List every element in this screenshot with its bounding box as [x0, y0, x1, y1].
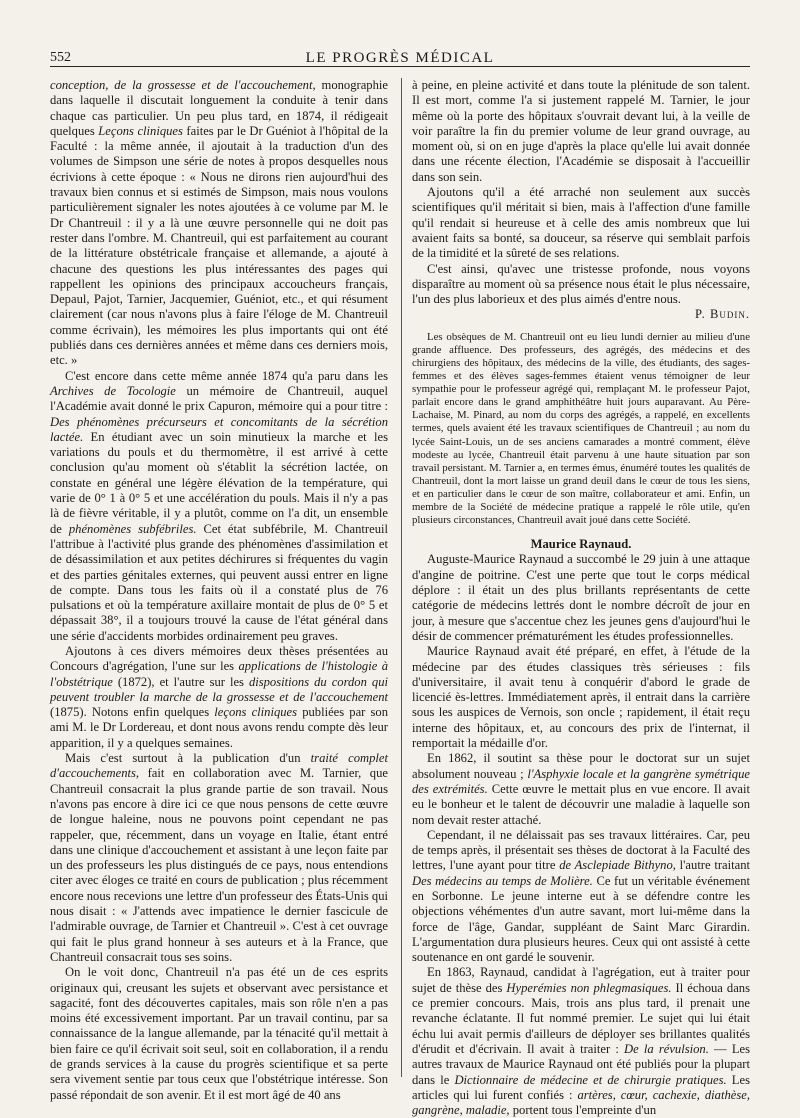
paragraph-text: Cette œuvre le mettait plus en vue encore. Il avait eu le bonheur et le talent de découvrir une maladie à laquelle son nom devait rester attaché.: [412, 781, 750, 827]
paragraph-text: En 1863, Raynaud, candidat à l'agrégation, eut à traiter pour sujet de thèse des: [412, 965, 750, 995]
treatise-title-italic: traité complet d'accouchements,: [50, 751, 388, 781]
book-title-italic: conception, de la grossesse et de l'accouchement,: [50, 78, 316, 92]
paragraph-text: publiées par son ami M. le Dr Lordereau, et dont nous avons rendu compte dès leur apparition, il y a quelques semaines.: [50, 705, 388, 750]
section-title: Maurice Raynaud.: [530, 537, 632, 552]
column-divider: [401, 78, 402, 1077]
obituary-paragraph: [50, 644, 388, 751]
paragraph-text: portent tous l'empreinte d'un: [509, 1103, 657, 1118]
paragraph-text: En 1862, il soutint sa thèse pour le doctorat sur un sujet absolument nouveau ;: [412, 751, 750, 781]
paragraph-text: — Les autres travaux de Maurice Raynaud ont été publiés pour la plupart dans le: [412, 1041, 751, 1087]
signature-line: [412, 307, 750, 322]
paragraph-text: (1875). Notons enfin quelques: [50, 705, 215, 720]
thesis-title-italic: De la révulsion.: [624, 1041, 709, 1056]
memoir-title-italic: Des phénomènes précurseurs et concomitants de la sécrétion lactée.: [50, 414, 388, 444]
paragraph-text: Ce fut un véritable événement en Sorbonne. Le jeune interne eut à se défendre contre les objections véhémentes d'un autre savant, mort lui-même dans la force de l'âge, Gandar, suppléant de Saint Marc Girardin. L'argumentation dura plusieurs heures. Ceux qui ont assisté à cette soutenance en ont gardé le souvenir.: [412, 873, 750, 965]
funeral-note: Les obsèques de M. Chantreuil ont eu lieu lundi dernier au milieu d'une grande affluence. Des professeurs, des agrégés, des médecins et des chirurgiens des hôpitaux, des médecins de la ville, des étudiants, des sages-femmes et des élèves sages-femmes étaient venus témoigner de leur sympathie pour le professeur agrégé qui, remplaçant M. le professeur Pajot, parlait encore dans le grand amphithéâtre huit jours auparavant. Au Père-Lachaise, M. Pinard, au nom du corps des agrégés, a rappelé, en excellents termes, quels avaient été les travaux scientifiques de Chantreuil ; au nom du lycée Saint-Louis, un de ses anciens camarades a montré comment, élève modeste au lycée, Chantreuil était parvenu à une haute situation par son travail persistant. M. Tarnier a, en termes émus, énuméré toutes les qualités de Chantreuil, dont la mort laisse un grand deuil dans le cœur de tous les siens, et en particulier dans le cœur de son maître, collaborateur et ami. Enfin, un membre de la Société de médecine pratique a rappelé le rôle utile, qu'en plusieurs circonstances, Chantreuil avait joué dans cette Société.: [412, 330, 750, 527]
paragraph-text: Il échoua dans ce premier concours. Mais, trois ans plus tard, il prenait une revanche éclatante. Il fut nommé premier. Le sujet qui lui était échu lui avait permis d'ailleurs de déployer ses brillantes qualités d'érudit et d'écrivain. Il avait à traiter :: [412, 980, 750, 1056]
raynaud-paragraph: Maurice Raynaud avait été préparé, en effet, à l'étude de la médecine par des études classiques très sérieuses : fils d'universitaire, il avait tenu à conquérir d'abord le grade de licencié ès-lettres. Immédiatement après, il entrait dans la carrière sous les auspices de Vernois, son oncle ; rapidement, il était reçu interne des hôpitaux, et, au concours des prix de l'internat, il remportait la médaille d'or.: [412, 644, 750, 751]
paragraph-text: fait en collaboration avec M. Tarnier, que Chantreuil consacrait la plus grande partie de son travail. Nous n'avons pas encore à dire ici ce que nous pensons de cette œuvre de longue haleine, nous ne pouvons point cependant ne pas rappeler, que, récemment, dans un voyage en Italie, étant entré dans une clinique d'accouchement et assistant à une leçon faite par un des professeurs les plus distingués de ce pays, nous entendions citer avec éloges ce traité en cours de publication ; plus récemment encore nous recevions une lettre d'un professeur des États-Unis qui nous disait : « J'attends avec impatience le dernier fascicule de l'admirable ouvrage, de Tarnier et Chantreuil ». C'est à cet ouvrage qui fait le plus grand honneur à ses auteurs et à la France, que Chantreuil consacrait tous ses soins.: [50, 766, 388, 964]
lessons-title-italic: leçons cliniques: [214, 705, 298, 720]
page-number: 552: [50, 50, 71, 65]
left-column: [50, 78, 389, 1102]
paragraph-text: faites par le Dr Guéniot à l'hôpital de la Faculté : la même année, il ajoutait à la traduction d'un des volumes de Simpson une série de notes à propos desquelles nous écrivions à cette époque : « Nous ne dirons rien aujourd'hui des travaux bien connus et si estimés de Simpson, mais nous voulons particulièrement signaler les notes ajoutées à ce volume par M. le Dr Chantreuil : il y a là une œuvre personnelle qui ne doit pas rester dans l'ombre. M. Chantreuil, qui est parfaitement au courant de la littérature obstétricale française et allemande, a ajouté à chacune des questions les plus intéressantes des pages qui rappellent les opinions des principaux accoucheurs français, Depaul, Pajot, Tarnier, Jacquemier, Guéniot, etc., et qui résument clairement (car nous n'avons plus à faire l'éloge de M. Chantreuil comme écrivain), les mémoires les plus importants qui ont été publiés dans ces dernières années et même dans ces derniers mois, etc. »: [50, 123, 389, 368]
article-list-italic: artères, cœur, cachexie, diathèse, gangrène, maladie,: [412, 1087, 750, 1118]
paragraph-text: En étudiant avec un soin minutieux la marche et les variations du pouls et du thermomètre, il est arrivé à cette conclusion qu'au moment où s'établit la sécrétion lactée, on constate en général une légère élévation de la température, qui varie de 0° 1 à 0° 5 et une accélération du pouls. Mais il n'y a pas là de fièvre véritable, il y a plutôt, comme on l'a dit, un ensemble de: [50, 429, 388, 536]
paragraph-text: Cependant, il ne délaissait pas ses travaux littéraires. Car, peu de temps après, il présentait ses thèses de doctorat à la Faculté des lettres, l'une ayant pour titre: [412, 827, 750, 873]
thesis-title-italic: Des médecins au temps de Molière.: [412, 873, 593, 888]
paragraph-text: C'est encore dans cette même année 1874 qu'a paru dans les: [65, 368, 388, 383]
paragraph-text: un mémoire de Chantreuil, auquel l'Académie avait donné le prix Capuron, mémoire qui a pour titre :: [50, 383, 388, 414]
raynaud-paragraph: [412, 751, 750, 827]
raynaud-paragraph: [412, 965, 750, 1118]
obituary-paragraph: On le voit donc, Chantreuil n'a pas été un de ces esprits originaux qui, creusant les sujets et observant avec persistance et sagacité, font des découvertes capitales, mais son rôle n'en a pas moins été excessivement important. Par un travail continu, par sa connaissance de la langue allemande, par la ténacité qu'il mettait à bien faire ce qu'il écrivait soit seul, soit en collaboration, il a rendu de grands services à la cause du progrès scientifique et sa perte sera vivement sentie par tous ceux que l'obstétrique intéresse. Son passé répondait de son avenir. Et il est mort âgé de 40 ans: [50, 965, 388, 1102]
running-title: LE PROGRÈS MÉDICAL: [305, 50, 495, 66]
paragraph-text: Mais c'est surtout à la publication d'un: [65, 751, 311, 766]
obituary-paragraph-continued: [50, 78, 388, 369]
obituary-paragraph: C'est ainsi, qu'avec une tristesse profonde, nous voyons disparaître au moment où sa présence nous était le plus nécessaire, l'un des plus laborieux et des plus aimés d'entre nous.: [412, 261, 750, 307]
right-column: [412, 78, 751, 1118]
thesis-title-italic: l'Asphyxie locale et la gangrène symétrique des extrémités.: [412, 766, 750, 796]
obituary-paragraph-continued: à peine, en pleine activité et dans toute la plénitude de son talent. Il est mort, comme l'a si justement rappelé M. Tarnier, le jour même où la porte des hôpitaux s'ouvrait devant lui, à la veille de voir paraître la fin du premier volume de leur grand ouvrage, au moment où, si on en juge d'après la place qu'elle lui avait donnée dans une récente élection, l'Académie se disposait à l'accueillir dans son sein.: [412, 78, 750, 184]
raynaud-paragraph: [412, 828, 750, 966]
paragraph-text: Cet état subfébrile, M. Chantreuil l'attribue à l'activité plus grande des phénomènes d'assimilation et de désassimilation et aux petites déchirures si fréquentes du vagin et des parties génitales externes, qui peuvent aussi entrer en ligne de compte. Dans tous les faits où il a constaté plus de 76 pulsations et où la température axillaire montait de plus de 0° 5 et dépassait 38°, il a toujours trouvé la cause de l'état général dans une série d'accidents morbides ordinairement peu graves.: [50, 521, 388, 643]
obituary-paragraph: Ajoutons qu'il a été arraché non seulement aux succès scientifiques qu'il méritait si bien, mais à l'affection d'une famille qu'il rendait si heureuse et à celle des amis nombreux que lui avaient faits sa bonté, sa douceur, sa réserve qui semblait parfois de la timidité et la sûreté de ses relations.: [412, 185, 750, 261]
paragraph-text: l'autre traitant: [675, 858, 750, 873]
obituary-paragraph: [50, 751, 388, 965]
raynaud-paragraph: Auguste-Maurice Raynaud a succombé le 29 juin à une attaque d'angine de poitrine. C'est une perte que tout le corps médical déplore : il était un des plus brillants représentants de cette catégorie de médecins lettrés dont le nombre décroît de jour en jour, à mesure que s'accentue chez les jeunes gens d'aujourd'hui le désir de commencer prématurément les études professionnelles.: [412, 552, 750, 643]
thesis-title-italic: applications de l'histologie à l'obstétrique: [50, 659, 389, 689]
term-italic: phénomènes subfébriles.: [68, 521, 197, 536]
thesis-title-italic: de Asclepiade Bithyno,: [559, 858, 676, 873]
paragraph-text: Ajoutons à ces divers mémoires deux thèses présentées au Concours d'agrégation, l'une sur les: [50, 643, 388, 674]
paragraph-text: (1872), et l'autre sur les: [112, 674, 249, 689]
paragraph-text: monographie dans laquelle il discutait longuement la conduite à tenir dans chaque cas particulier. Un peu plus tard, en 1874, il rédigeait quelques: [50, 78, 388, 138]
thesis-title-italic: dispositions du cordon qui peuvent troubler la marche de la grossesse et de l'accouchement: [50, 674, 388, 704]
paragraph-text: Les articles qui lui furent confiés :: [412, 1072, 750, 1102]
journal-title-italic: Archives de Tocologie: [50, 383, 176, 398]
author-signature: P. Budin.: [695, 307, 750, 322]
book-title-italic: Leçons cliniques: [98, 123, 183, 138]
thesis-title-italic: Hyperémies non phlegmasiques.: [506, 980, 672, 995]
obituary-paragraph: [50, 369, 388, 644]
header-rule: [50, 66, 750, 67]
dictionary-title-italic: Dictionnaire de médecine et de chirurgie pratiques.: [454, 1072, 727, 1087]
